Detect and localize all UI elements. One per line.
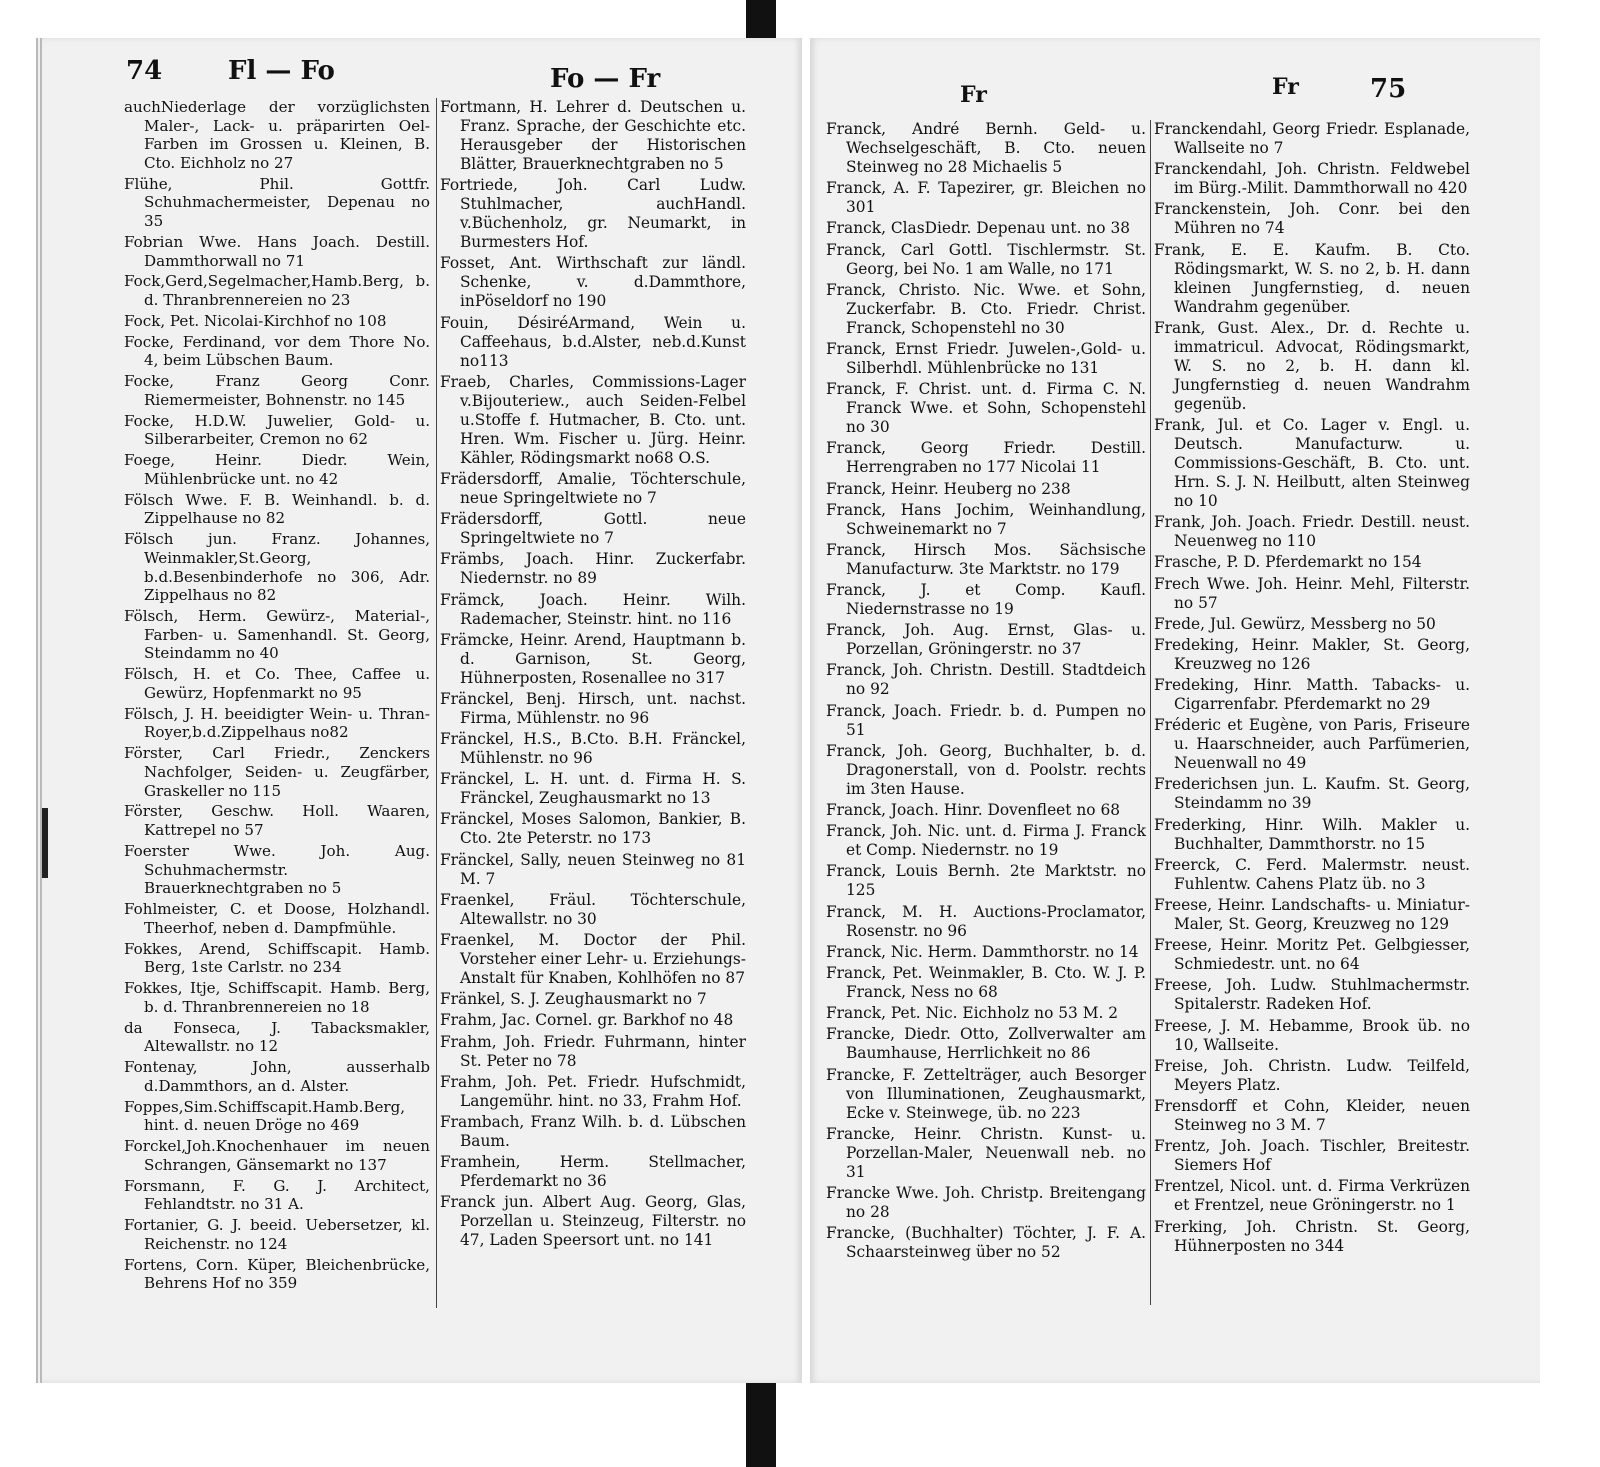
directory-entry: Förster, Carl Friedr., Zenckers Nachfolger, Seiden- u. Zeugfärber, Graskeller no 115 [124,744,430,800]
right-page-column-1 [826,120,1146,1264]
directory-entry: Fredeking, Hinr. Matth. Tabacks- u. Cigarrenfabr. Pferdemarkt no 29 [1154,676,1470,714]
directory-entry: Fölsch, Herm. Gewürz-, Material-, Farben- u. Samenhandl. St. Georg, Steindamm no 40 [124,607,430,663]
directory-entry: Fränckel, Benj. Hirsch, unt. nachst. Firma, Mühlenstr. no 96 [440,689,746,727]
column-rule [436,98,437,1308]
directory-entry: Franck, Nic. Herm. Dammthorstr. no 14 [826,942,1139,961]
directory-entry: Franckendahl, Joh. Christn. Feldwebel im Bürg.-Milit. Dammthorwall no 420 [1154,160,1470,198]
directory-entry: Fohlmeister, C. et Doose, Holzhandl. Theerhof, neben d. Dampfmühle. [124,900,430,937]
directory-entry: Franck, Joh. Christn. Destill. Stadtdeich no 92 [826,661,1146,699]
directory-entry: Fokkes, Itje, Schiffscapit. Hamb. Berg, b. d. Thranbrennereien no 18 [124,979,430,1016]
directory-entry: Fokkes, Arend, Schiffscapit. Hamb. Berg, 1ste Carlstr. no 234 [124,939,430,977]
directory-entry: Francke Wwe. Joh. Christp. Breitengang no 28 [826,1183,1146,1221]
directory-entry: Franck, Joach. Hinr. Dovenfleet no 68 [826,801,1121,819]
directory-entry: Fortens, Corn. Küper, Bleichenbrücke, Behrens Hof no 359 [124,1255,430,1293]
directory-entry: Freerck, C. Ferd. Malermstr. neust. Fuhlentw. Cahens Platz üb. no 3 [1154,855,1470,893]
directory-entry: Frentzel, Nicol. unt. d. Firma Verkrüzen et Frentzel, neue Gröningerstr. no 1 [1154,1177,1470,1215]
directory-entry: da Fonseca, J. Tabacksmakler, Altewallstr. no 12 [124,1018,430,1056]
directory-entry: Fontenay, John, ausserhalb d.Dammthors, an d. Alster. [124,1058,430,1095]
left-page-column-1 [124,98,430,1295]
directory-entry: Forsmann, F. G. J. Architect, Fehlandtstr. no 31 A. [124,1176,430,1214]
directory-entry: Frech Wwe. Joh. Heinr. Mehl, Filterstr. no 57 [1154,574,1470,612]
directory-entry: Franckenstein, Joh. Conr. bei den Mühren no 74 [1154,200,1470,238]
directory-entry: Frank, Jul. et Co. Lager v. Engl. u. Deutsch. Manufacturw. u. Commissions-Geschäft, B. Cto. unt. Hrn. S. J. N. Heilbutt, alten Steinweg no 10 [1154,415,1470,510]
directory-entry: Franck, A. F. Tapezirer, gr. Bleichen no 301 [826,179,1146,217]
directory-entry: Franck, Pet. Nic. Eichholz no 53 M. 2 [826,1004,1119,1023]
page-edge-mark [42,808,48,878]
directory-entry: Franck, Joh. Georg, Buchhalter, b. d. Dragonerstall, von d. Poolstr. rechts im 3ten Hause. [826,741,1146,798]
directory-entry: Frerking, Joh. Christn. St. Georg, Hühnerposten no 344 [1154,1217,1470,1255]
directory-entry: Fouin, DésiréArmand, Wein u. Caffeehaus, b.d.Alster, neb.d.Kunst no113 [440,313,746,370]
directory-entry: Franck, Pet. Weinmakler, B. Cto. W. J. P. Franck, Ness no 68 [826,963,1146,1001]
directory-entry: Franck, Georg Friedr. Destill. Herrengraben no 177 Nicolai 11 [826,439,1146,477]
directory-entry: Fraeb, Charles, Commissions-Lager v.Bijouteriew., auch Seiden-Felbel u.Stoffe f. Hutmacher, B. Cto. unt. Hren. Wm. Fischer u. Jürg. Heinr. Kähler, Rödingsmarkt no68 O.S. [440,372,746,467]
left-page-heading-right: Fo — Fr [550,64,661,94]
directory-entry: Frambach, Franz Wilh. b. d. Lübschen Baum. [440,1112,746,1150]
directory-entry: Fortanier, G. J. beeid. Uebersetzer, kl. Reichenstr. no 124 [124,1216,430,1253]
directory-entry: Focke, H.D.W. Juwelier, Gold- u. Silberarbeiter, Cremon no 62 [124,411,430,449]
directory-entry: Franck, Joach. Friedr. b. d. Pumpen no 51 [826,701,1146,739]
directory-entry: Foerster Wwe. Joh. Aug. Schuhmachermstr. Brauerknechtgraben no 5 [124,841,430,898]
directory-entry: Freese, Heinr. Landschafts- u. Miniatur-Maler, St. Georg, Kreuzweg no 129 [1154,896,1470,933]
directory-entry: Fölsch jun. Franz. Johannes, Weinmakler,St.Georg, b.d.Besenbinderhofe no 306, Adr. Zippelhaus no 82 [124,530,430,605]
directory-entry: Frederichsen jun. L. Kaufm. St. Georg, Steindamm no 39 [1154,775,1470,813]
right-page-heading-right: Fr [1272,74,1299,100]
left-page-heading-left: Fl — Fo [228,56,335,86]
directory-entry: Frensdorff et Cohn, Kleider, neuen Steinweg no 3 M. 7 [1154,1096,1470,1134]
directory-entry: Fobrian Wwe. Hans Joach. Destill. Dammthorwall no 71 [124,232,430,270]
directory-entry: Fraenkel, Fräul. Töchterschule, Altewallstr. no 30 [440,890,746,928]
directory-entry: Flühe, Phil. Gottfr. Schuhmachermeister, Depenau no 35 [124,174,430,231]
directory-entry: Frädersdorff, Amalie, Töchterschule, neue Springeltwiete no 7 [440,469,746,507]
directory-entry: Fortmann, H. Lehrer d. Deutschen u. Franz. Sprache, der Geschichte etc. Herausgeber der Historischen Blätter, Brauerknechtgraben no 5 [440,98,746,173]
directory-entry: Fränckel, Sally, neuen Steinweg no 81 M. 7 [440,850,746,888]
directory-entry: Franck, Joh. Aug. Ernst, Glas- u. Porzellan, Gröningerstr. no 37 [826,621,1146,659]
directory-entry: Fredeking, Heinr. Makler, St. Georg, Kreuzweg no 126 [1154,635,1470,673]
directory-entry: Foege, Heinr. Diedr. Wein, Mühlenbrücke unt. no 42 [124,451,430,488]
directory-entry: Fosset, Ant. Wirthschaft zur ländl. Schenke, v. d.Dammthore, inPöseldorf no 190 [440,254,746,311]
column-rule [1150,120,1151,1305]
directory-entry: Fraenkel, M. Doctor der Phil. Vorsteher einer Lehr- u. Erziehungs-Anstalt für Knaben, Kohlhöfen no 87 [440,931,746,987]
directory-entry: Francke, Heinr. Christn. Kunst- u. Porzellan-Maler, Neuenwall neb. no 31 [826,1124,1146,1181]
directory-entry: Frank, E. E. Kaufm. B. Cto. Rödingsmarkt, W. S. no 2, b. H. dann kleinen Jungfernstieg, d. neuen Wandrahm gegenüber. [1154,240,1470,316]
directory-entry: Francke, (Buchhalter) Töchter, J. F. A. Schaarsteinweg über no 52 [826,1224,1146,1262]
directory-entry: Främbs, Joach. Hinr. Zuckerfabr. Niedernstr. no 89 [440,550,746,588]
directory-entry: Freese, Joh. Ludw. Stuhlmachermstr. Spitalerstr. Radeken Hof. [1154,976,1470,1014]
directory-entry: Framhein, Herm. Stellmacher, Pferdemarkt no 36 [440,1153,746,1191]
directory-entry: Focke, Ferdinand, vor dem Thore No. 4, beim Lübschen Baum. [124,332,430,370]
directory-entry: Franck, F. Christ. unt. d. Firma C. N. Franck Wwe. et Sohn, Schopenstehl no 30 [826,380,1146,437]
directory-entry: Forckel,Joh.Knochenhauer im neuen Schrangen, Gänsemarkt no 137 [124,1137,430,1174]
directory-entry: Freise, Joh. Christn. Ludw. Teilfeld, Meyers Platz. [1154,1056,1470,1094]
directory-entry: Franckendahl, Georg Friedr. Esplanade, Wallseite no 7 [1154,120,1470,157]
page-number-left: 74 [126,56,163,86]
directory-entry: Fränckel, L. H. unt. d. Firma H. S. Fränckel, Zeughausmarkt no 13 [440,770,746,808]
directory-entry: Förster, Geschw. Holl. Waaren, Kattrepel no 57 [124,802,430,840]
directory-entry: Frasche, P. D. Pferdemarkt no 154 [1154,553,1422,572]
right-page [810,38,1540,1383]
directory-entry: Frank, Gust. Alex., Dr. d. Rechte u. immatricul. Advocat, Rödingsmarkt, W. S. no 2, b. H. dann kl. Jungfernstieg d. neuen Wandrahm gegenüb. [1154,318,1470,413]
directory-entry: Freese, J. M. Hebamme, Brook üb. no 10, Wallseite. [1154,1016,1470,1054]
right-page-column-2 [1154,120,1470,1258]
directory-entry: Frahm, Joh. Pet. Friedr. Hufschmidt, Langemühr. hint. no 33, Frahm Hof. [440,1072,746,1110]
directory-entry: Fölsch, H. et Co. Thee, Caffee u. Gewürz, Hopfenmarkt no 95 [124,665,430,702]
directory-entry: Fölsch Wwe. F. B. Weinhandl. b. d. Zippelhause no 82 [124,490,430,528]
directory-entry: Franck, Carl Gottl. Tischlermstr. St. Georg, bei No. 1 am Walle, no 171 [826,240,1146,278]
directory-entry: Frederking, Hinr. Wilh. Makler u. Buchhalter, Dammthorstr. no 15 [1154,815,1470,853]
directory-entry: Fréderic et Eugène, von Paris, Friseure u. Haarschneider, auch Parfümerien, Neuenwall no 49 [1154,716,1470,773]
directory-entry: Fränckel, H.S., B.Cto. B.H. Fränckel, Mühlenstr. no 96 [440,730,746,768]
directory-entry: Frädersdorff, Gottl. neue Springeltwiete no 7 [440,510,746,548]
directory-entry: auchNiederlage der vorzüglichsten Maler-, Lack- u. präparirten Oel-Farben im Grossen u. Kleinen, B. Cto. Eichholz no 27 [124,98,430,172]
directory-entry: Fortriede, Joh. Carl Ludw. Stuhlmacher, auchHandl. v.Büchenholz, gr. Neumarkt, in Burmesters Hof. [440,176,746,252]
directory-entry: Fock, Pet. Nicolai-Kirchhof no 108 [124,311,387,330]
directory-entry: Franck, Christo. Nic. Wwe. et Sohn, Zuckerfabr. B. Cto. Friedr. Christ. Franck, Schopenstehl no 30 [826,280,1146,337]
directory-entry: Franck, Joh. Nic. unt. d. Firma J. Franck et Comp. Niedernstr. no 19 [826,822,1146,860]
directory-entry: Francke, F. Zettelträger, auch Besorger von Illuminationen, Zeughausmarkt, Ecke v. Steinwege, üb. no 223 [826,1065,1146,1122]
left-page-column-2 [440,98,746,1253]
directory-entry: Franck, Hirsch Mos. Sächsische Manufacturw. 3te Marktstr. no 179 [826,540,1146,578]
directory-entry: Franck, Ernst Friedr. Juwelen-,Gold- u. Silberhdl. Mühlenbrücke no 131 [826,339,1146,377]
directory-entry: Franck, Louis Bernh. 2te Marktstr. no 125 [826,862,1146,900]
directory-entry: Freese, Heinr. Moritz Pet. Gelbgiesser, Schmiedestr. unt. no 64 [1154,936,1470,974]
directory-entry: Franck, ClasDiedr. Depenau unt. no 38 [826,219,1131,238]
directory-entry: Frank, Joh. Joach. Friedr. Destill. neust. Neuenweg no 110 [1154,513,1470,551]
page-number-right: 75 [1370,74,1407,104]
directory-entry: Fölsch, J. H. beeidigter Wein- u. Thran-Royer,b.d.Zippelhaus no82 [124,704,430,742]
directory-entry: Frahm, Jac. Cornel. gr. Barkhof no 48 [440,1011,734,1030]
directory-entry: Foppes,Sim.Schiffscapit.Hamb.Berg, hint. d. neuen Dröge no 469 [124,1097,406,1135]
directory-entry: Focke, Franz Georg Conr. Riemermeister, Bohnenstr. no 145 [124,372,430,409]
directory-entry: Franck, J. et Comp. Kaufl. Niedernstrasse no 19 [826,581,1146,619]
directory-entry: Främck, Joach. Heinr. Wilh. Rademacher, Steinstr. hint. no 116 [440,590,746,628]
directory-entry: Frahm, Joh. Friedr. Fuhrmann, hinter St. Peter no 78 [440,1032,746,1070]
directory-entry: Franck, Hans Jochim, Weinhandlung, Schweinemarkt no 7 [826,500,1146,538]
directory-entry: Främcke, Heinr. Arend, Hauptmann b. d. Garnison, St. Georg, Hühnerposten, Rosenallee no 317 [440,630,746,687]
right-page-heading-left: Fr [960,82,987,108]
left-page [36,38,802,1383]
directory-entry: Francke, Diedr. Otto, Zollverwalter am Baumhause, Herrlichkeit no 86 [826,1025,1146,1063]
directory-entry: Frentz, Joh. Joach. Tischler, Breitestr. Siemers Hof [1154,1137,1470,1175]
directory-entry: Fränckel, Moses Salomon, Bankier, B. Cto. 2te Peterstr. no 173 [440,810,746,848]
directory-entry: Frede, Jul. Gewürz, Messberg no 50 [1154,614,1436,633]
directory-entry: Franck, Heinr. Heuberg no 238 [826,479,1071,498]
directory-entry: Franck, André Bernh. Geld- u. Wechselgeschäft, B. Cto. neuen Steinweg no 28 Michaelis 5 [826,120,1146,176]
directory-entry: Franck jun. Albert Aug. Georg, Glas, Porzellan u. Steinzeug, Filterstr. no 47, Laden Speersort unt. no 141 [440,1193,746,1250]
directory-entry: Fock,Gerd,Segelmacher,Hamb.Berg, b. d. Thranbrennereien no 23 [124,272,430,310]
directory-entry: Fränkel, S. J. Zeughausmarkt no 7 [440,990,707,1009]
directory-entry: Franck, M. H. Auctions-Proclamator, Rosenstr. no 96 [826,902,1146,940]
